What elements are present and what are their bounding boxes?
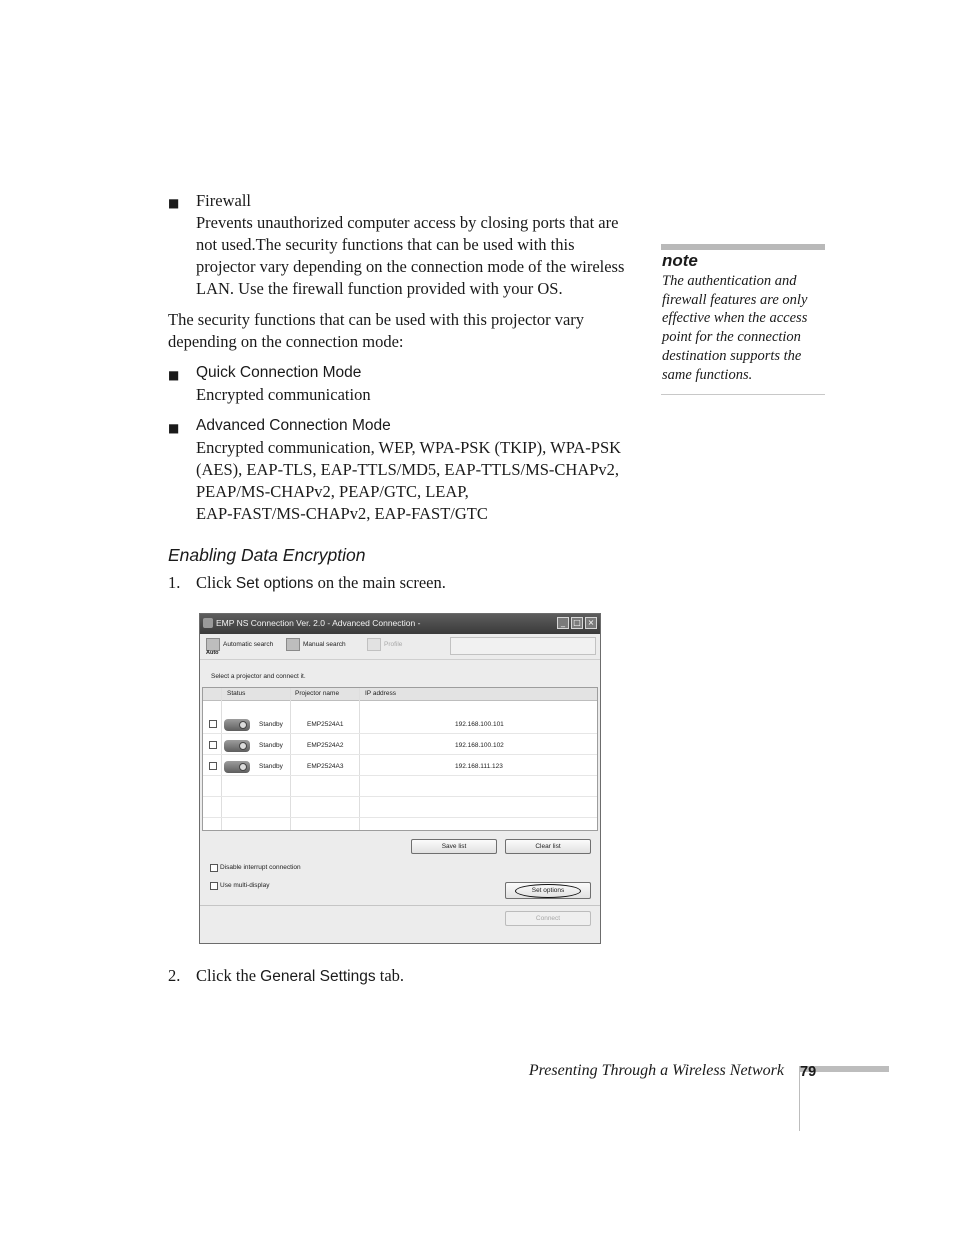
firewall-desc-line: not used.The security functions that can be used with this: [196, 235, 575, 254]
firewall-label: Firewall: [196, 191, 251, 210]
note-line: effective when the access: [662, 310, 808, 327]
manual-search-icon: [286, 638, 300, 651]
table-row[interactable]: [203, 716, 597, 733]
column-ip-address[interactable]: IP address: [365, 690, 396, 697]
window-titlebar: [200, 614, 600, 634]
ui-term: General Settings: [260, 968, 376, 985]
list-header: [203, 688, 597, 701]
row-divider: [203, 817, 597, 818]
row-divider: [203, 754, 597, 755]
advanced-mode-desc-line: EAP-FAST/MS-CHAPv2, EAP-FAST/GTC: [196, 504, 488, 523]
intro-paragraph-line: depending on the connection mode:: [168, 332, 404, 351]
app-window-screenshot: [199, 613, 601, 944]
note-line: point for the connection: [662, 329, 801, 346]
save-list-button[interactable]: Save list: [411, 839, 497, 854]
row-divider: [203, 775, 597, 776]
multi-display-checkbox[interactable]: [210, 882, 218, 890]
row-status: Standby: [259, 742, 283, 749]
window-separator: [200, 905, 600, 906]
advanced-mode-label: Advanced Connection Mode: [196, 417, 391, 434]
minimize-icon[interactable]: _: [557, 617, 569, 629]
quick-mode-desc: Encrypted communication: [196, 385, 371, 404]
set-options-button[interactable]: [505, 882, 591, 899]
row-divider: [203, 733, 597, 734]
projector-icon: [224, 719, 250, 731]
footer-chapter-title: Presenting Through a Wireless Network: [528, 1062, 784, 1079]
table-row[interactable]: [203, 758, 597, 775]
profile-path-field: [450, 637, 596, 655]
ui-term: Set options: [235, 575, 314, 592]
note-bar: [661, 244, 825, 250]
step-text: Click: [196, 573, 236, 592]
row-ip-address: 192.168.111.123: [455, 763, 503, 770]
row-projector-name: EMP2524A2: [307, 742, 344, 749]
projector-icon: [224, 740, 250, 752]
auto-badge: Auto: [206, 650, 219, 656]
row-projector-name: EMP2524A3: [307, 763, 344, 770]
advanced-mode-desc-line: PEAP/MS-CHAPv2, PEAP/GTC, LEAP,: [196, 482, 469, 501]
maximize-icon[interactable]: □: [571, 617, 583, 629]
disable-interrupt-label: Disable interrupt connection: [220, 864, 301, 871]
bullet-marker: ■: [168, 421, 180, 435]
step-1-text: [196, 572, 446, 595]
window-title: EMP NS Connection Ver. 2.0 - Advanced Connection -: [216, 618, 421, 628]
profile-icon: [367, 638, 381, 651]
advanced-mode-desc-line: (AES), EAP-TLS, EAP-TTLS/MD5, EAP-TTLS/MS-CHAPv2,: [196, 460, 620, 479]
row-checkbox[interactable]: [209, 720, 217, 728]
firewall-desc-line: Prevents unauthorized computer access by closing ports that are: [196, 213, 619, 232]
step-number: 2.: [168, 966, 181, 985]
firewall-desc-line: projector vary depending on the connection mode of the wireless: [196, 257, 625, 276]
intro-paragraph-line: The security functions that can be used with this projector vary: [168, 310, 585, 329]
note-line: same functions.: [662, 366, 753, 383]
note-line: The authentication and: [662, 273, 797, 289]
app-icon: [203, 618, 213, 628]
step-text: on the main screen.: [313, 573, 446, 592]
column-status[interactable]: Status: [227, 690, 246, 697]
close-icon[interactable]: ×: [585, 617, 597, 629]
note-divider: [661, 394, 825, 395]
manual-search-button[interactable]: Manual search: [286, 638, 346, 655]
firewall-desc-line: LAN. Use the firewall function provided with your OS.: [196, 279, 563, 298]
note-line: firewall features are only: [662, 291, 808, 308]
note-title: note: [662, 251, 698, 270]
multi-display-label: Use multi-display: [220, 882, 270, 889]
advanced-mode-desc-line: Encrypted communication, WEP, WPA-PSK (TKIP), WPA-PSK: [196, 438, 622, 457]
note-body: [662, 272, 822, 384]
table-row[interactable]: [203, 737, 597, 754]
projector-icon: [224, 761, 250, 773]
bullet-marker: ■: [168, 196, 180, 210]
automatic-search-button[interactable]: Automatic search: [206, 638, 273, 655]
step-number: 1.: [168, 573, 181, 592]
row-checkbox[interactable]: [209, 762, 217, 770]
column-projector-name[interactable]: Projector name: [295, 690, 340, 697]
profile-button[interactable]: Profile: [367, 638, 402, 655]
note-line: destination supports the: [662, 347, 802, 364]
row-projector-name: EMP2524A1: [307, 721, 344, 728]
connect-button[interactable]: Connect: [505, 911, 591, 926]
row-divider: [203, 796, 597, 797]
row-ip-address: 192.168.100.102: [455, 742, 504, 749]
disable-interrupt-checkbox[interactable]: [210, 864, 218, 872]
quick-mode-label: Quick Connection Mode: [196, 364, 362, 381]
page-number: 79: [800, 1064, 817, 1080]
step-text: Click the: [196, 966, 261, 985]
set-options-label: Set options: [531, 887, 565, 894]
section-heading: Enabling Data Encryption: [168, 545, 366, 565]
highlight-oval: [515, 884, 581, 898]
row-checkbox[interactable]: [209, 741, 217, 749]
projector-list[interactable]: [202, 687, 598, 831]
row-status: Standby: [259, 721, 283, 728]
toolbar: [200, 634, 600, 660]
step-2-text: [196, 965, 404, 988]
step-text: tab.: [375, 966, 405, 985]
row-status: Standby: [259, 763, 283, 770]
instruction-text: Select a projector and connect it.: [211, 673, 306, 680]
row-ip-address: 192.168.100.101: [455, 721, 504, 728]
clear-list-button[interactable]: Clear list: [505, 839, 591, 854]
bullet-marker: ■: [168, 368, 180, 382]
